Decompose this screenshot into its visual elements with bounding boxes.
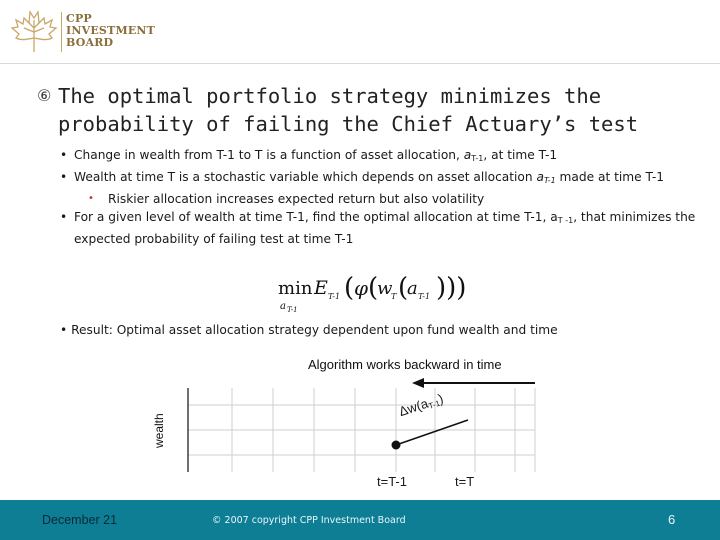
circled-number-six-icon: ⑥ [37, 86, 52, 105]
time-wealth-grid [188, 388, 535, 472]
formula-min-var-sub: T-1 [287, 306, 298, 314]
formula-paren-open-3: ( [398, 273, 409, 303]
page-number: 6 [668, 512, 676, 527]
result-bullet: • Result: Optimal asset allocation strategy dependent upon fund wealth and time [60, 323, 558, 337]
formula-paren-open-1: ( [344, 273, 355, 303]
bullet-item: • For a given level of wealth at time T-1, find the optimal allocation at time T-1, $a_{T -1}$, that minimizes the expected probability of failing test at time T-1 [60, 210, 696, 246]
logo-line-2: INVESTMENT [66, 24, 156, 37]
formula-expectation-sub: T-1 [328, 292, 341, 301]
time-label-t: t=T [455, 474, 475, 489]
slide-title: The optimal portfolio strategy minimizes the probability of failing the Chief Actuary’s test [58, 84, 639, 136]
algorithm-direction-label: Algorithm works backward in time [308, 357, 502, 372]
logo-separator [61, 12, 62, 52]
optimization-formula [276, 268, 476, 314]
formula-w-sub: T [391, 292, 397, 301]
formula-min-var: a [280, 301, 286, 312]
formula-paren-close: ))) [436, 273, 467, 303]
slide-footer [0, 500, 720, 540]
bullet-dot-icon: • [60, 323, 72, 337]
time-label-t-minus-1: t=T-1 [377, 474, 407, 489]
footer-date: December 21 [42, 513, 118, 527]
formula-phi: φ [354, 276, 369, 300]
bullet-dot-icon: • [60, 210, 68, 224]
logo-line-3: BOARD [66, 36, 114, 49]
slide-header [0, 0, 720, 64]
formula-paren-open-2: ( [368, 273, 379, 303]
maple-leaf-logo-icon [8, 8, 60, 54]
formula-w: w [377, 278, 393, 299]
logo-line-1: CPP [66, 12, 92, 25]
delta-wealth-label: $\Delta w(a_{T-1})$ [397, 390, 446, 420]
arrow-left-icon [412, 378, 535, 388]
logo-wordmark [66, 13, 155, 49]
bullet-dot-icon: • [60, 148, 68, 162]
wealth-axis-label: wealth [152, 413, 166, 448]
header-divider [0, 63, 720, 64]
backward-induction-diagram [150, 350, 550, 500]
bullet-item: • Change in wealth from T-1 to T is a function of asset allocation, $a_{T-1}$, at time T-1 [60, 148, 558, 163]
sub-bullet-dot-icon: • [88, 193, 94, 204]
transition-arrow [396, 420, 468, 445]
formula-expectation: E [314, 277, 328, 299]
sub-bullet-item: • Riskier allocation increases expected return but also volatility [88, 192, 485, 206]
footer-copyright: © 2007 copyright CPP Investment Board [212, 515, 406, 526]
state-point [392, 441, 401, 450]
bullet-dot-icon: • [60, 170, 68, 184]
formula-a-sub: T-1 [418, 292, 431, 301]
bullet-item: • Wealth at time T is a stochastic variable which depends on asset allocation $a_{T-1}$ made at time T-1 [60, 170, 665, 185]
formula-min: min [278, 278, 313, 299]
bullet-list [60, 146, 700, 248]
formula-a: a [407, 278, 418, 299]
